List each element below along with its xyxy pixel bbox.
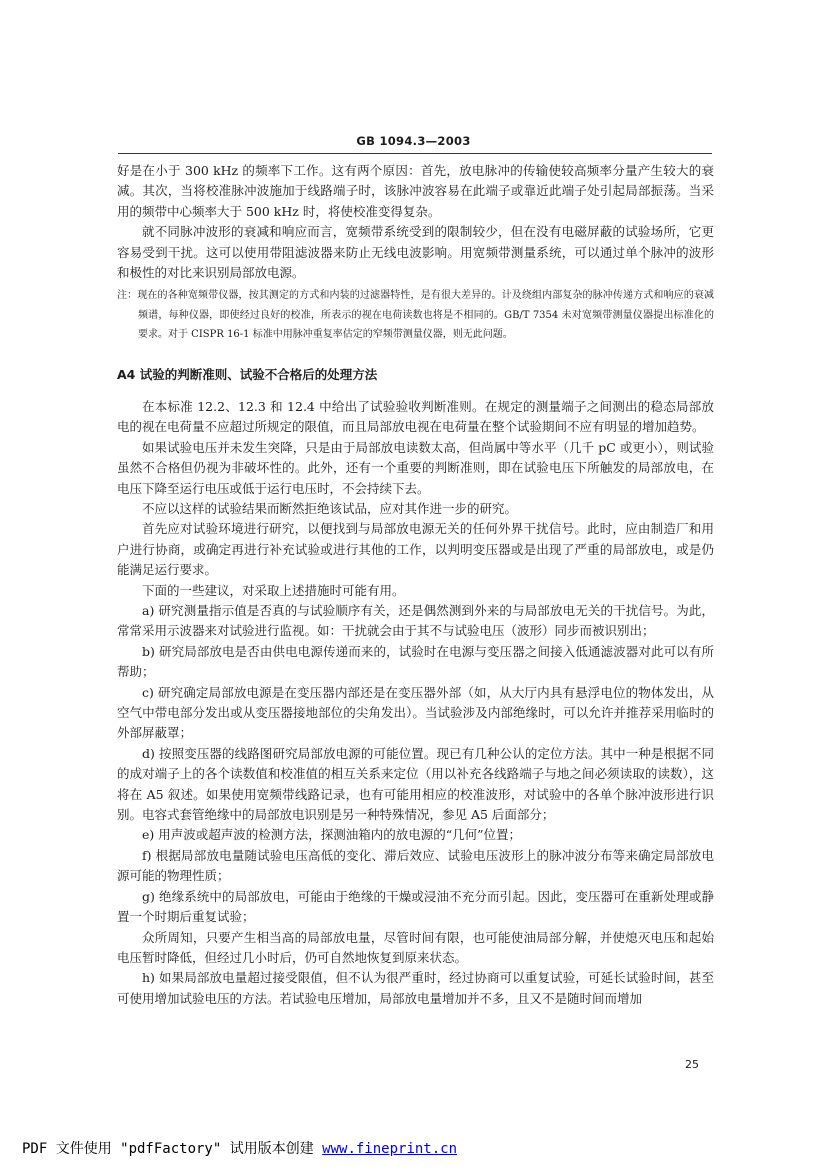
footer-link[interactable]: www.fineprint.cn [322, 1141, 458, 1157]
list-item: c) 研究确定局部放电源是在变压器内部还是在变压器外部（如，从大厅内具有悬浮电位的物体发出，从空气中带电部分发出或从变压器接地部位的尖角发出）。当试验涉及内部绝缘时，可以允许并推荐采用临时的外部屏蔽罩； [117, 684, 714, 741]
list-item: e) 用声波或超声波的检测方法，探测油箱内的放电源的“几何”位置； [142, 827, 522, 843]
paragraph: 好是在小于 300 kHz 的频率下工作。这有两个原因：首先，放电脉冲的传输使较高频率分量产生较大的衰减。其次，当将校准脉冲波施加于线路端子时，该脉冲波容易在此端子或靠近此端子处引起局部振荡。当采用的频带中心频率大于 500 kHz 时，将使校准变得复杂。 [117, 163, 714, 219]
note-label: 注： [117, 290, 138, 302]
page-header: GB 1094.3—2003 [356, 134, 471, 148]
list-item: h) 如果局部放电量超过接受限值，但不认为很严重时，经过协商可以重复试验，可延长试验时间，甚至可使用增加试验电压的方法。若试验电压增加，局部放电量增加并不多，且又不是随时间而增加 [117, 970, 714, 1006]
paragraph: 不应以这样的试验结果而断然拒绝该试品，应对其作进一步的研究。 [142, 500, 518, 516]
document-body [117, 161, 714, 1009]
note-text: 现在的各种宽频带仪器，按其测定的方式和内装的过滤器特性，是有很大差异的。计及绕组内部复杂的脉冲传递方式和响应的衰减频谱，每种仪器，即使经过良好的校准，所表示的视在电荷读数也将是不相同的。GB/T 7354 未对宽频带测量仪器提出标准化的要求。对于 CISPR 16-1 标准中用脉冲重复率估定的窄频带测量仪器，则无此问题。 [137, 290, 715, 341]
section-heading: A4 试验的判断准则、试验不合格后的处理方法 [117, 366, 378, 382]
pdf-footer [22, 1138, 457, 1158]
footer-text: PDF 文件使用 "pdfFactory" 试用版本创建 [22, 1141, 323, 1157]
list-item: d) 按照变压器的线路图研究局部放电源的可能位置。现已有几种公认的定位方法。其中一种是根据不同的成对端子上的各个读数值和校准值的相互关系来定位（用以补充各线路端子与地之间必须读取的读数），这将在 A5 叙述。如果使用宽频带线路记录，也有可能用相应的校准波形，对试验中的各单个脉冲波形进行识别。电容式套管绝缘中的局部放电识别是另一种特殊情况，参见 A5 后面部分； [117, 745, 714, 823]
paragraph: 就不同脉冲波形的衰减和响应而言，宽频带系统受到的限制较少，但在没有电磁屏蔽的试验场所，它更容易受到干扰。这可以使用带阻滤波器来防止无线电波影响。用宽频带测量系统，可以通过单个脉冲的波形和极性的对比来识别局部放电源。 [117, 224, 714, 281]
header-divider [118, 153, 712, 154]
page-number: 25 [685, 1058, 699, 1071]
note [117, 286, 715, 345]
paragraph: 首先应对试验环境进行研究，以便找到与局部放电源无关的任何外界干扰信号。此时，应由制造厂和用户进行协商，或确定再进行补充试验或进行其他的工作，以判明变压器或是出现了严重的局部放电，或是仍能满足运行要求。 [117, 521, 714, 578]
list-item: b) 研究局部放电是否由供电电源传递而来的，试验时在电源与变压器之间接入低通滤波器对此可以有所帮助； [117, 643, 714, 680]
list-item: a) 研究测量指示值是否真的与试验顺序有关，还是偶然测到外来的与局部放电无关的干扰信号。为此，常常采用示波器来对试验进行监视。如：干扰就会由于其不与试验电压（波形）同步而被识别出； [117, 603, 714, 639]
paragraph: 在本标准 12.2、12.3 和 12.4 中给出了试验验收判断准则。在规定的测量端子之间测出的稳态局部放电的视在电荷量不应超过所规定的限值，而且局部放电视在电荷量在整个试验期间不应有明显的增加趋势。 [117, 398, 714, 435]
list-item: f) 根据局部放电量随试验电压高低的变化、滞后效应、试验电压波形上的脉冲波分布等来确定局部放电源可能的物理性质； [117, 847, 714, 884]
paragraph: 众所周知，只要产生相当高的局部放电量，尽管时间有限，也可能使油局部分解，并使熄灭电压和起始电压暂时降低，但经过几小时后，仍可自然地恢复到原来状态。 [117, 929, 714, 965]
list-item: g) 绝缘系统中的局部放电，可能由于绝缘的干燥或浸油不充分而引起。因此，变压器可在重新处理或静置一个时期后重复试验； [117, 888, 714, 925]
paragraph: 下面的一些建议，对采取上述措施时可能有用。 [142, 582, 405, 598]
paragraph: 如果试验电压并未发生突降，只是由于局部放电读数太高，但尚属中等水平（几千 pC 或更小），则试验虽然不合格但仍视为非破坏性的。此外，还有一个重要的判断准则，即在试验电压下所触发的局部放电，在电压下降至运行电压或低于运行电压时，不会持续下去。 [117, 439, 714, 496]
